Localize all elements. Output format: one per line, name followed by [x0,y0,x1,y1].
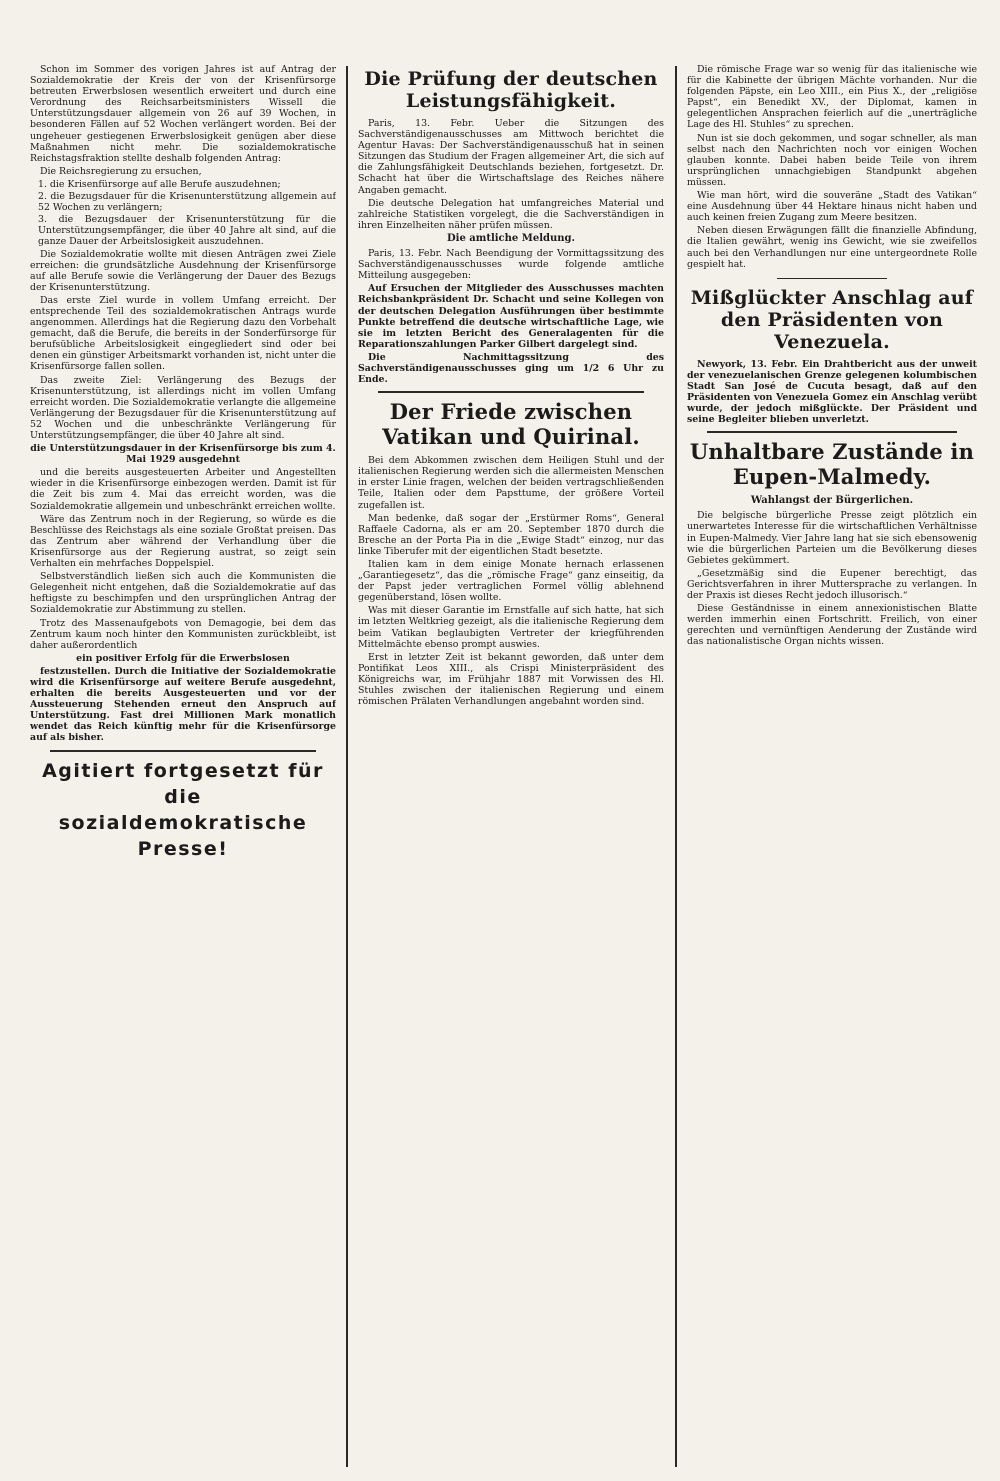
list-item: 1. die Krisenfürsorge auf alle Berufe auszudehnen; [38,178,281,190]
article-paragraph: Was mit dieser Garantie im Ernstfalle auf sich hatte, hat sich im letzten Weltkrieg gezeigt, als die italienische Regierung dem beim Vatikan beglaubigten Vertreter der kriegführenden Mittelmächte ebenso prompt auswies. [358,605,664,650]
column-rule-left [346,66,348,1467]
demand-list [30,179,336,248]
divider [50,750,316,752]
left-paragraph: Selbstverständlich ließen sich auch die Kommunisten die Gelegenheit nicht entgehen, daß die Sozialdemokratie auf das heftigste zu beschimpfen und den ursprünglichen Antrag der Sozialdemokratie zur Abstimmung zu stellen. [30,571,336,616]
left-paragraph: Trotz des Massenaufgebots von Demagogie, bei dem das Zentrum kaum noch hinter den Kommunisten zurückbleibt, ist daher außerordentlich [30,617,336,651]
article-paragraph: „Gesetzmäßig sind die Eupener berechtigt, das Gerichtsverfahren in ihrer Muttersprache zu verlangen. In der Praxis ist dieses Recht jedoch illusorisch.“ [687,567,977,601]
headline-eupen-malmedy: Unhaltbare Zustände in Eupen-Malmedy. [689,439,975,490]
list-item: 2. die Bezugsdauer für die Krisenunterstützung allgemein auf 52 Wochen zu verlängern; [38,191,336,214]
column-rule-right [675,66,677,1467]
left-paragraph: Die Sozialdemokratie wollte mit diesen Anträgen zwei Ziele erreichen: die grundsätzliche Ausdehnung der Krisenfürsorge auf alle Berufe sowie die Verlängerung der Dauer des Bezugs der Krisenunterstützung. [30,248,336,293]
article-paragraph: Die Nachmittagssitzung des Sachverständigenausschusses ging um 1/2 6 Uhr zu Ende. [358,351,664,386]
left-intro: Die Reichsregierung zu ersuchen, [40,165,202,177]
slogan-line: Agitiert fortgesetzt für die [42,759,324,808]
article-paragraph: Wie man hört, wird die souveräne „Stadt des Vatikan“ eine Ausdehnung über 44 Hektare hinaus nicht haben und auch keinen freien Zugang zum Meere besitzen. [687,190,977,224]
right-column [687,64,977,1467]
article-paragraph: Die römische Frage war so wenig für das italienische wie für die Kabinette der übrigen Mächte vorhanden. Nur die folgenden Päpste, ein Leo XIII., ein Pius X., der „religiöse Papst“, ein Benedikt XV., der Diplomat, kamen in gelegentlichen Ansprachen feierlich auf die „unerträgliche Lage des Hl. Stuhles“ zu sprechen. [687,64,977,131]
article-paragraph: Die belgische bürgerliche Presse zeigt plötzlich ein unerwartetes Interesse für die wirtschaftlichen Verhältnisse in Eupen-Malmedy. Vier Jahre lang hat sie sich ebensowenig wie die bürgerlichen Parteien um die Bevölkerung dieses Gebietes gekümmert. [687,510,977,566]
list-item: 3. die Bezugsdauer der Krisenunterstützung für die Unterstützungsempfänger, die über 40 Jahre alt sind, auf die ganze Dauer der Arbeitslosigkeit auszudehnen. [38,214,336,248]
article-paragraph: Bei dem Abkommen zwischen dem Heiligen Stuhl und der italienischen Regierung werden sich die allermeisten Menschen in erster Linie fragen, welchen der beiden vertragschließenden Teile, Italien oder dem Papsttume, der größere Vorteil zugefallen ist. [358,455,664,511]
left-paragraph: und die bereits ausgesteuerten Arbeiter und Angestellten wieder in die Krisenfürsorge einbezogen werden. Damit ist für die Zeit bis zum 4. Mai das erreicht worden, was die Sozialdemokratie allgemein und unbeschränkt erreichen wollte. [30,467,336,512]
article-paragraph: Newyork, 13. Febr. Ein Drahtbericht aus der unweit der venezuelanischen Grenze gelegenen kolumbischen Stadt San José de Cucuta besagt, daß auf den Präsidenten von Venezuela Gomez ein Anschlag verübt wurde, der jedoch mißglückte. Der Präsident und seine Begleiter blieben unverletzt. [687,358,977,426]
bold-callout: die Unterstützungsdauer in der Krisenfürsorge bis zum 4. Mai 1929 ausgedehnt [30,443,336,466]
article-paragraph: Diese Geständnisse in einem annexionistischen Blatte werden immerhin einen Fortschritt. Freilich, von einer gerechten und vernünftigen Aenderung der Zustände wird das nationalistische Organ nichts wissen. [687,603,977,648]
headline-vatikan-quirinal: Der Friede zwischen Vatikan und Quirinal. [382,399,640,450]
left-paragraph: festzustellen. Durch die Initiative der Sozialdemokratie wird die Krisenfürsorge auf weitere Berufe ausgedehnt, erhalten die bereits Ausgesteuerten und vor der Aussteuerung Stehenden erneut den Anspruch auf Unterstützung. Fast drei Millionen Mark monatlich wendet das Reich künftig mehr für die Krisenfürsorge auf als bisher. [30,665,336,744]
article-paragraph: Nun ist sie doch gekommen, und sogar schneller, als man selbst nach den Nachrichten noch vor einigen Wochen glauben konnte. Dabei haben beide Teile von ihrem ursprünglichen unnachgiebigen Standpunkt abgehen müssen. [687,132,977,188]
article-paragraph: Neben diesen Erwägungen fällt die finanzielle Abfindung, die Italien gewährt, wenig ins Gewicht, wie sie zweifellos auch bei den Verhandlungen nur eine untergeordnete Rolle gespielt hat. [687,225,977,270]
article-paragraph: Auf Ersuchen der Mitglieder des Ausschusses machten Reichsbankpräsident Dr. Schacht und seine Kollegen von der deutschen Delegation Ausführungen über bestimmte Punkte betreffend die deutsche wirtschaftliche Lage, wie sie im letzten Bericht des Generalagenten für die Reparationszahlungen Parker Gilbert dargelegt sind. [358,283,664,350]
left-paragraph: Schon im Sommer des vorigen Jahres ist auf Antrag der Sozialdemokratie der Kreis der von der Krisenfürsorge betreuten Erwerbslosen wesentlich erweitert und durch eine Verordnung des Reichsarbeitsministers Wissell die Unterstützungsdauer allgemein von 26 auf 39 Wochen, in besonderen Fällen auf 52 Wochen verlängert worden. Bei der ungeheuer gestiegenen Erwerbslosigkeit genügen aber diese Maßnahmen nicht mehr. Die sozialdemokratische Reichstagsfraktion stellte deshalb folgenden Antrag: [30,64,336,164]
article-paragraph: Paris, 13. Febr. Nach Beendigung der Vormittagssitzung des Sachverständigenausschusses wurde folgende amtliche Mitteilung ausgegeben: [358,248,664,282]
divider [707,431,957,433]
divider [777,278,887,279]
article-paragraph: Man bedenke, daß sogar der „Erstürmer Roms“, General Raffaele Cadorna, als er am 20. September 1870 durch die Bresche an der Porta Pia in die „Ewige Stadt“ einzog, nur das linke Tiberufer mit der eigentlichen Stadt besetzte. [358,512,664,557]
article-paragraph: Italien kam in dem einige Monate hernach erlassenen „Garantiegesetz“, das die „römische Frage“ ganz einseitig, da der Papst jeder vertraglichen Formel völlig ablehnend gegenüberstand, lösen wollte. [358,559,664,604]
bold-callout: ein positiver Erfolg für die Erwerbslosen [76,652,290,664]
subheading-wahlangst: Wahlangst der Bürgerlichen. [750,495,914,507]
left-paragraph: Das zweite Ziel: Verlängerung des Bezugs der Krisenunterstützung, ist allerdings nicht im vollen Umfang erreicht worden. Die Sozialdemokratie verlangte die allgemeine Verlängerung der Bezugsdauer für die Krisenunterstützung auf 52 Wochen und die unbeschränkte Verlängerung für Unterstützungsempfänger, die über 40 Jahre alt sind. [30,374,336,441]
slogan [30,758,336,862]
middle-column [358,64,664,1467]
article-paragraph: Erst in letzter Zeit ist bekannt geworden, daß unter dem Pontifikat Leos XIII., als Crispi Ministerpräsident des Königreichs war, im Frühjahr 1887 mit Vorwissen des Hl. Stuhles zwischen der italienischen Regierung und einem römischen Prälaten Verhandlungen angebahnt worden sind. [358,651,664,708]
article-paragraph: Paris, 13. Febr. Ueber die Sitzungen des Sachverständigenausschusses am Mittwoch berichtet die Agentur Havas: Der Sachverständigenausschuß hat in seinen Sitzungen das Studium der Fragen allgemeiner Art, die sich auf die Zahlungsfähigkeit Deutschlands beziehen, fortgesetzt. Dr. Schacht hat über die Wirtschaftslage des Reiches nähere Angaben gemacht. [358,118,664,196]
slogan-line: sozialdemokratische Presse! [58,811,308,860]
left-paragraph: Das erste Ziel wurde in vollem Umfang erreicht. Der entsprechende Teil des sozialdemokratischen Antrags wurde angenommen. Allerdings hat die Regierung dazu den Vorbehalt gemacht, daß die Berufe, die bereits in der Sonderfürsorge für berufsübliche Arbeitslosigkeit eingegliedert sind oder bei denen ein günstiger Arbeitsmarkt vorhanden ist, nicht unter die Krisenfürsorge fallen sollen. [30,294,336,373]
divider [378,391,644,393]
headline-venezuela: Mißglückter Anschlag auf den Präsidenten von Venezuela. [690,286,974,353]
article-paragraph: Die deutsche Delegation hat umfangreiches Material und zahlreiche Statistiken vorgelegt, die die Sachverständigen in ihren Einzelheiten näher prüfen müssen. [358,197,664,231]
left-column [30,64,336,1467]
subheading-amtliche-meldung: Die amtliche Meldung. [446,232,576,244]
headline-leistungsfaehigkeit: Die Prüfung der deutschen Leistungsfähigkeit. [364,68,658,112]
left-paragraph: Wäre das Zentrum noch in der Regierung, so würde es die Beschlüsse des Reichstags als eine soziale Großtat preisen. Das das Zentrum aber während der Verhandlung über die Krisenfürsorge aus der Regierung austrat, so zeigt sein Verhalten ein mehrfaches Doppelspiel. [30,513,336,570]
